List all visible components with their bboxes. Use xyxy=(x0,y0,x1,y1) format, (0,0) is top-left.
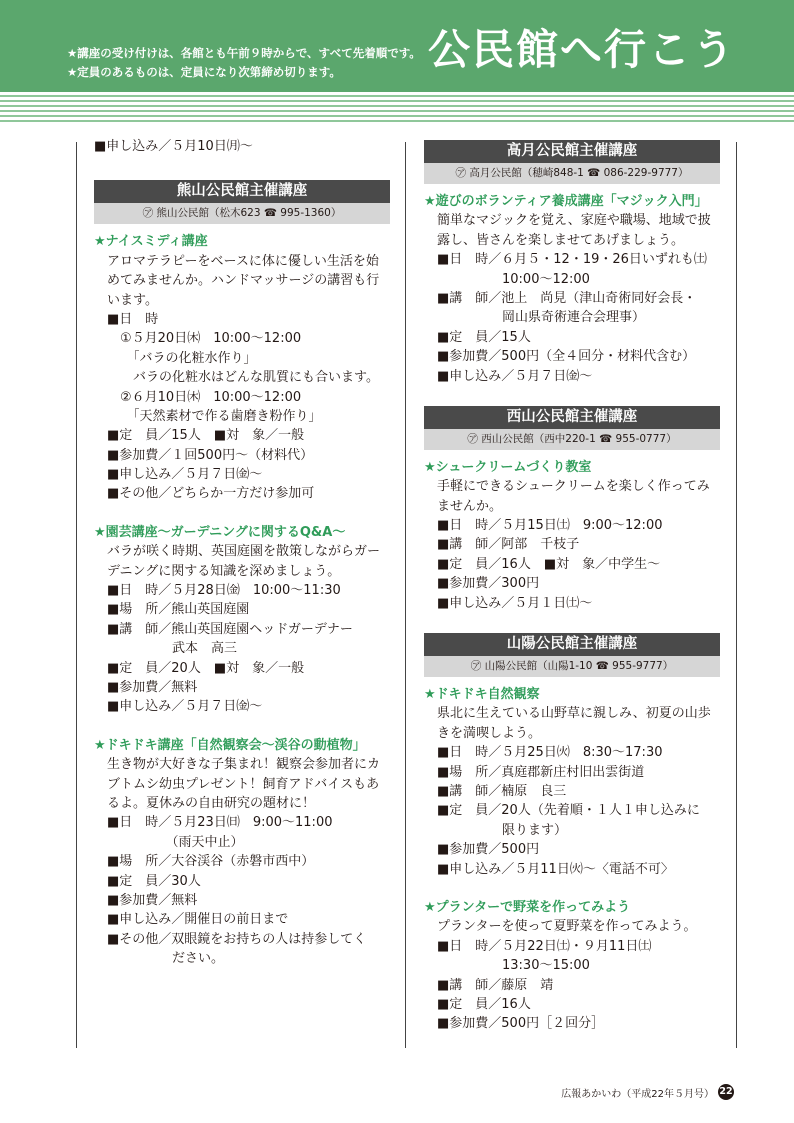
course-detail-line: ■定 員／20人 ■対 象／一般 xyxy=(94,660,305,676)
course-detail-line: ①５月20日㈭ 10:00～12:00 xyxy=(94,331,302,347)
course-detail-line: ■講 師／藤原 靖 xyxy=(424,977,554,993)
course-detail-line: デニングに関する知識を深めましょう。 xyxy=(94,563,341,579)
course-detail-line: 10:00～12:00 xyxy=(424,271,590,287)
course-detail-line: ■参加費／１回500円～（材料代） xyxy=(94,447,314,463)
course-detail-line: 簡単なマジックを覚え、家庭や職場、地域で披 xyxy=(424,213,711,229)
left-column xyxy=(94,137,390,968)
course-detail-line: ■講 師／池上 尚見（津山奇術同好会長・ xyxy=(424,290,697,306)
course-title: ★ナイスミディ講座 xyxy=(94,234,208,250)
course-detail-line: バラの化粧水はどんな肌質にも合います。 xyxy=(94,370,379,386)
course-detail-line: めてみませんか。ハンドマッサージの講習も行 xyxy=(94,273,380,289)
course-detail-line: ■日 時／５月25日㈫ 8:30～17:30 xyxy=(424,745,663,761)
course-detail-line: ■定 員／15人 xyxy=(424,329,531,345)
course-detail-line: ■講 師／熊山英国庭園ヘッドガーデナー xyxy=(94,621,353,637)
page-number: 22 xyxy=(718,1084,734,1100)
course-title: ★プランターで野菜を作ってみよう xyxy=(424,899,631,915)
course-detail-line: ■日 時／５月15日㈯ 9:00～12:00 xyxy=(424,518,663,534)
item-gap xyxy=(424,879,720,898)
course-detail-line: ■定 員／15人 ■対 象／一般 xyxy=(94,428,305,444)
course-detail-line: ■参加費／無料 xyxy=(94,679,198,695)
course-detail-line: ■講 師／阿部 千枝子 xyxy=(424,537,580,553)
item-gap xyxy=(94,504,390,523)
course-detail-line: ■参加費／無料 xyxy=(94,892,198,908)
column-divider xyxy=(76,142,77,1048)
course-title: ★ドキドキ自然観察 xyxy=(424,687,540,703)
course-detail-line: ■日 時／６月５・12・19・26日いずれも㈯ xyxy=(424,252,707,268)
course-detail-line: ■定 員／20人（先着順・１人１申し込みに xyxy=(424,803,700,819)
course-detail-line: ■定 員／16人 ■対 象／中学生～ xyxy=(424,556,661,572)
right-column xyxy=(424,140,720,1034)
course-detail-line: ださい。 xyxy=(94,951,225,967)
course-detail-line: 限ります） xyxy=(424,822,568,838)
course-detail-line: ■定 員／16人 xyxy=(424,996,531,1012)
course-detail-line: バラが咲く時期、英国庭園を散策しながらガー xyxy=(94,544,381,560)
course-title: ★遊びのボランティア養成講座「マジック入門」 xyxy=(424,194,708,209)
course-detail-line: ■場 所／熊山英国庭園 xyxy=(94,602,250,618)
course-detail-line: ブトムシ幼虫プレゼント！飼育アドバイスもあ xyxy=(94,776,380,792)
course-detail-line: ■申し込み／５月11日㈫～〈電話不可〉 xyxy=(424,861,674,877)
section-contact: ㋐ 高月公民館（穂崎848-1 ☎ 086-229-9777） xyxy=(424,163,720,184)
course-detail-line: ■参加費／500円（全４回分・材料代含む） xyxy=(424,349,696,365)
course-detail-line: ■日 時／５月28日㈮ 10:00～11:30 xyxy=(94,583,341,599)
section-contact: ㋐ 山陽公民館（山陽1-10 ☎ 955-9777） xyxy=(424,656,720,677)
course-detail-line: 13:30～15:00 xyxy=(424,958,590,974)
section-header: 山陽公民館主催講座 xyxy=(424,633,720,656)
course-detail-line: ■申し込み／５月１日㈯～ xyxy=(424,595,593,611)
course-detail-line: ■申し込み／５月７日㈮～ xyxy=(94,699,263,715)
column-divider xyxy=(405,142,406,1048)
course-detail-line: ■定 員／30人 xyxy=(94,873,201,889)
section-gap xyxy=(424,386,720,406)
course-detail-line: います。 xyxy=(94,292,158,308)
course-detail-line: ■その他／双眼鏡をお持ちの人は持参してく xyxy=(94,931,367,947)
course-detail-line: ■日 時／５月22日㈯・９月11日㈯ xyxy=(424,938,652,954)
course-title: ★園芸講座～ガーデニングに関するQ&A～ xyxy=(94,524,346,540)
course-detail-line: ■講 師／楠原 良三 xyxy=(424,783,567,799)
item-gap xyxy=(94,717,390,736)
course-detail-line: ■申し込み／５月７日㈮～ xyxy=(424,368,593,384)
course-title: ★ドキドキ講座「自然観察会～渓谷の動植物」 xyxy=(94,737,366,753)
course-detail-line: ■申し込み／５月７日㈮～ xyxy=(94,467,263,483)
course-detail-line: ■その他／どちらか一方だけ参加可 xyxy=(94,486,315,502)
header-note: ★定員のあるものは、定員になり次第締め切ります。 xyxy=(67,65,341,79)
course-detail-line: ■場 所／真庭郡新庄村旧出雲街道 xyxy=(424,764,645,780)
section-gap xyxy=(424,613,720,633)
column-divider xyxy=(736,142,737,1048)
course-title: ★シュークリームづくり教室 xyxy=(424,459,592,475)
header-stripes xyxy=(0,92,794,122)
section-contact: ㋐ 熊山公民館（松木623 ☎ 995-1360） xyxy=(94,203,390,224)
course-detail-line: 手軽にできるシュークリームを楽しく作ってみ xyxy=(424,479,710,495)
section-contact: ㋐ 西山公民館（西中220-1 ☎ 955-0777） xyxy=(424,429,720,450)
course-detail-line: ■日 時／５月23日㈰ 9:00～11:00 xyxy=(94,815,333,831)
course-detail-line: ■参加費／300円 xyxy=(424,576,540,592)
section-header: 熊山公民館主催講座 xyxy=(94,180,390,203)
course-detail-line: ■申し込み／開催日の前日まで xyxy=(94,912,289,928)
page-footer xyxy=(561,1084,734,1100)
course-detail-line: るよ。夏休みの自由研究の題材に！ xyxy=(94,795,316,811)
section-header: 西山公民館主催講座 xyxy=(424,406,720,429)
course-detail-line: 生き物が大好きな子集まれ！観察会参加者にカ xyxy=(94,757,381,773)
course-detail-line: 「天然素材で作る歯磨き粉作り」 xyxy=(94,408,322,424)
course-detail-line: ませんか。 xyxy=(424,498,503,514)
page-header xyxy=(0,0,794,92)
course-detail-line: 露し、皆さんを楽しませてあげましょう。 xyxy=(424,232,685,248)
course-detail-line: ②６月10日㈭ 10:00～12:00 xyxy=(94,389,302,405)
course-detail-line: 県北に生えている山野草に親しみ、初夏の山歩 xyxy=(424,706,711,722)
course-detail-line: プランターを使って夏野菜を作ってみよう。 xyxy=(424,919,697,935)
section-header: 高月公民館主催講座 xyxy=(424,140,720,163)
publication-name: 広報あかいわ（平成22年５月号） xyxy=(561,1088,714,1100)
course-detail-line: アロマテラピーをベースに体に優しい生活を始 xyxy=(94,253,379,269)
course-detail-line: ■参加費／500円 xyxy=(424,842,540,858)
course-detail-line: ■日 時 xyxy=(94,311,159,327)
header-notes xyxy=(67,44,421,82)
header-note: ★講座の受け付けは、各館とも午前９時からで、すべて先着順です。 xyxy=(67,46,421,60)
course-detail-line: 「バラの化粧水作り」 xyxy=(94,350,257,366)
page-title: 公民館へ行こう xyxy=(428,25,737,74)
course-detail-line: 武本 高三 xyxy=(94,641,238,657)
course-detail-line: （雨天中止） xyxy=(94,834,244,850)
course-detail-line: ■場 所／大谷渓谷（赤磐市西中） xyxy=(94,854,315,870)
course-detail-line: ■参加費／500円［２回分］ xyxy=(424,1016,605,1032)
application-line: ■申し込み／５月10日㈪～ xyxy=(94,139,253,154)
course-detail-line: 岡山県奇術連合会理事） xyxy=(424,310,646,326)
course-detail-line: きを満喫しよう。 xyxy=(424,725,542,741)
